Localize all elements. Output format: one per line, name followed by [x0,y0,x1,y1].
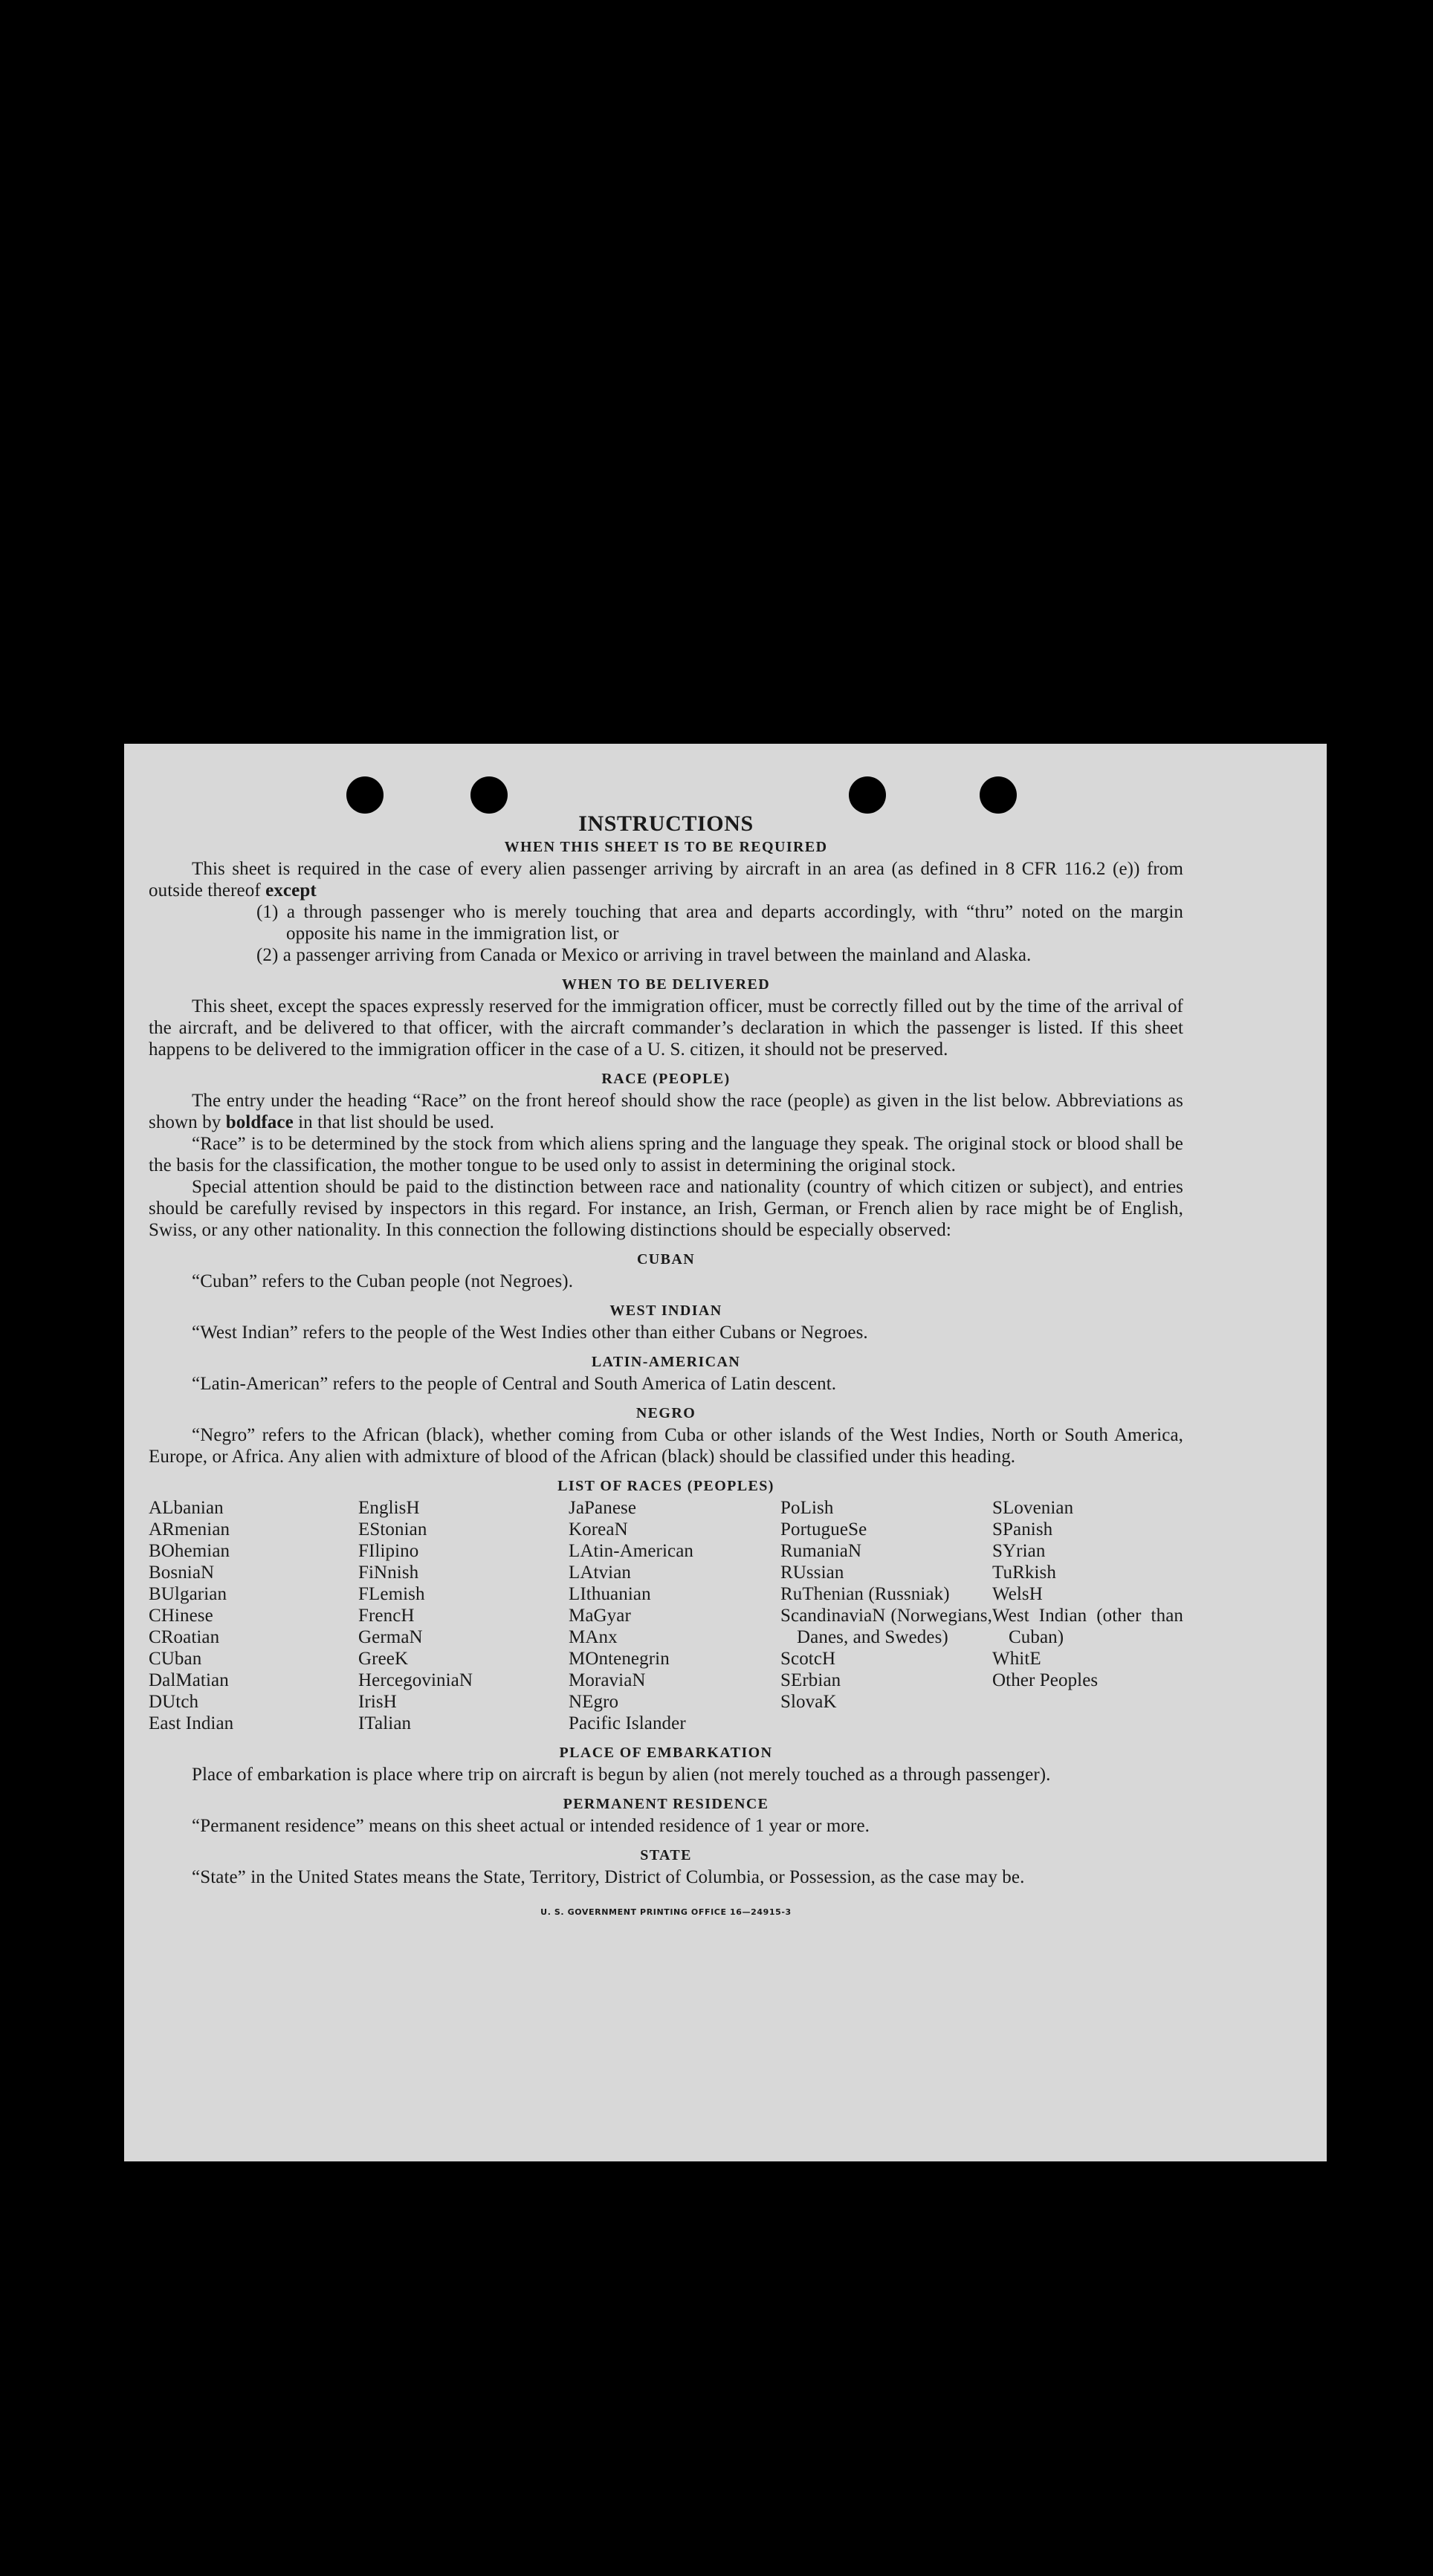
printing-office-footer: U. S. GOVERNMENT PRINTING OFFICE 16—24915-3 [540,1907,792,1917]
section-heading: LIST OF RACES (PEOPLES) [557,1478,774,1494]
section-heading: RACE (PEOPLE) [601,1071,731,1087]
page-title: INSTRUCTIONS [578,811,754,836]
race-item: ScandinaviaN (Norwegians, Danes, and Swedes) [780,1606,992,1647]
race-item: CHinese [149,1606,213,1626]
race-item: FIlipino [358,1541,419,1561]
section-heading: NEGRO [635,1405,696,1421]
race-item: SlovaK [780,1692,837,1712]
race-item: ALbanian [149,1498,224,1518]
race-item: SYrian [992,1541,1046,1561]
paragraph: The entry under the heading “Race” on the front hereof should show the race (people) as given in the list below. Abbreviations as shown by boldface in that list should be used. [149,1091,1183,1132]
races-column [358,1497,569,1734]
race-item: MOntenegrin [569,1649,670,1669]
paragraph: “Race” is to be determined by the stock from which aliens spring and the language they speak. The original stock or blood shall be the basis for the classification, the mother tongue to be used only to assist in determining the original stock. [149,1134,1183,1175]
race-item: FrencH [358,1606,415,1626]
race-item: BosniaN [149,1563,215,1583]
race-item: ScotcH [780,1649,836,1669]
race-item: HercegoviniaN [358,1670,473,1690]
paragraph: “West Indian” refers to the people of the West Indies other than either Cubans or Negroes. [192,1323,868,1343]
race-item: RuThenian (Russniak) [780,1584,950,1604]
document-sheet [124,744,1327,2161]
race-item: SLovenian [992,1498,1074,1518]
races-column [569,1497,780,1734]
paragraph: “Cuban” refers to the Cuban people (not Negroes). [192,1271,574,1291]
races-list [149,1497,1183,1734]
race-item: MaGyar [569,1606,631,1626]
race-item: East Indian [149,1713,234,1733]
race-item: PoLish [780,1498,834,1518]
races-column [149,1497,358,1734]
race-item: EnglisH [358,1498,420,1518]
race-item: BOhemian [149,1541,230,1561]
race-item: ARmenian [149,1519,230,1540]
race-item: IrisH [358,1692,397,1712]
race-item: ITalian [358,1713,412,1733]
race-item: DUtch [149,1692,199,1712]
list-item: (2) a passenger arriving from Canada or Mexico or arriving in travel between the mainland and Alaska. [256,945,1032,965]
paragraph: Special attention should be paid to the distinction between race and nationality (country of which citizen or subject), and entries should be carefully revised by inspectors in this regard. For instance, an Irish, German, or French alien by race might be of English, Swiss, or any other nationality. In this connection the following distinctions should be especially observed: [149,1177,1183,1240]
race-item: PortugueSe [780,1519,867,1540]
section-heading: PERMANENT RESIDENCE [563,1796,769,1812]
list-item: (1) a through passenger who is merely touching that area and departs accordingly, with “thru” noted on the margin opposite his name in the immigration list, or [256,902,1183,944]
race-item: WhitE [992,1649,1041,1669]
race-item: KoreaN [569,1519,628,1540]
races-column [780,1497,992,1734]
section-heading: LATIN-AMERICAN [591,1354,741,1370]
race-item: WelsH [992,1584,1043,1604]
race-item: GermaN [358,1627,423,1647]
race-item: LIthuanian [569,1584,651,1604]
section-heading: WHEN THIS SHEET IS TO BE REQUIRED [504,839,828,855]
race-item: SPanish [992,1519,1053,1540]
race-item: LAtvian [569,1563,632,1583]
race-item: SErbian [780,1670,841,1690]
section-heading: WHEN TO BE DELIVERED [561,976,771,993]
paragraph: “Negro” refers to the African (black), whether coming from Cuba or other islands of the West Indies, North or South America, Europe, or Africa. Any alien with admixture of blood of the African (black) should be classified under this heading. [149,1425,1183,1467]
race-item: FiNnish [358,1563,419,1583]
race-item: NEgro [569,1692,619,1712]
paragraph: “Latin-American” refers to the people of Central and South America of Latin descent. [192,1374,837,1394]
section-heading: PLACE OF EMBARKATION [559,1745,773,1761]
race-item: JaPanese [569,1498,637,1518]
race-item: RUssian [780,1563,844,1583]
section-heading: WEST INDIAN [609,1302,722,1319]
race-item: TuRkish [992,1563,1056,1583]
section-heading: CUBAN [636,1251,696,1268]
race-item: RumaniaN [780,1541,862,1561]
paragraph: “Permanent residence” means on this sheet actual or intended residence of 1 year or more. [192,1816,870,1836]
race-item: DalMatian [149,1670,229,1690]
paragraph: Place of embarkation is place where trip on aircraft is begun by alien (not merely touched as a through passenger). [192,1765,1051,1785]
race-item: EStonian [358,1519,427,1540]
instructions-content [149,803,1183,1923]
paragraph: “State” in the United States means the State, Territory, District of Columbia, or Possession, as the case may be. [192,1867,1025,1887]
paragraph: This sheet, except the spaces expressly reserved for the immigration officer, must be correctly filled out by the time of the arrival of the aircraft, and be delivered to that officer, with the aircraft commander’s declaration in which the passenger is listed. If this sheet happens to be delivered to the immigration officer in the case of a U. S. citizen, it should not be preserved. [149,996,1183,1060]
race-item: CUban [149,1649,202,1669]
race-item: MoraviaN [569,1670,646,1690]
race-item: Other Peoples [992,1670,1099,1690]
race-item: West Indian (other than Cuban) [992,1606,1183,1647]
race-item: Pacific Islander [569,1713,686,1733]
race-item: GreeK [358,1649,409,1669]
section-heading: STATE [640,1847,692,1863]
paragraph: This sheet is required in the case of every alien passenger arriving by aircraft in an area (as defined in 8 CFR 116.2 (e)) from outside thereof except [149,859,1183,901]
races-column [992,1497,1183,1734]
race-item: CRoatian [149,1627,220,1647]
race-item: MAnx [569,1627,618,1647]
race-item: BUlgarian [149,1584,227,1604]
race-item: LAtin-American [569,1541,694,1561]
race-item: FLemish [358,1584,425,1604]
